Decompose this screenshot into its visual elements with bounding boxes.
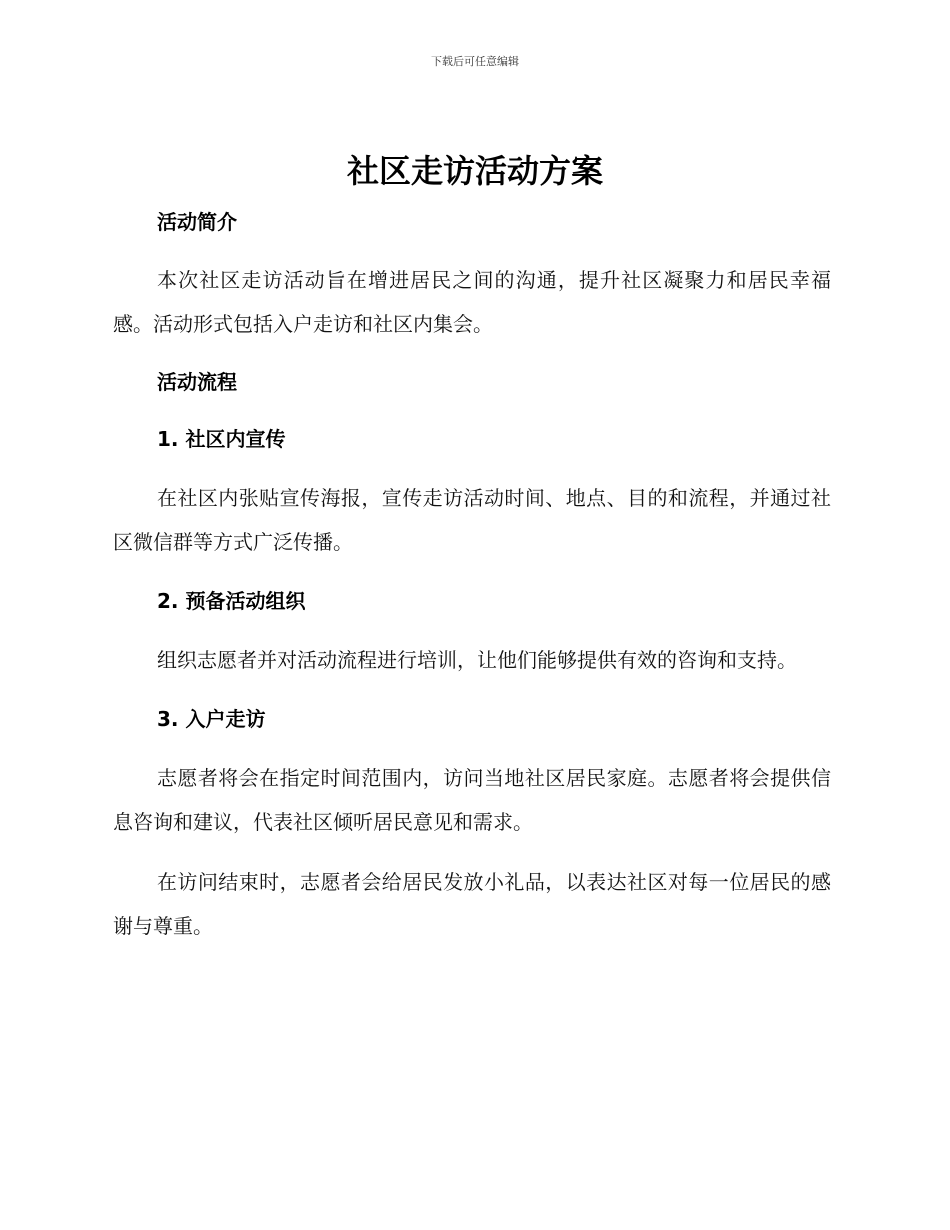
step-heading-2: 2. 预备活动组织: [157, 589, 306, 613]
step-paragraph-2: 组织志愿者并对活动流程进行培训，让他们能够提供有效的咨询和支持。: [157, 648, 797, 672]
section-heading-intro: 活动简介: [157, 210, 237, 234]
step-paragraph-3a: 志愿者将会在指定时间范围内，访问当地社区居民家庭。志愿者将会提供信息咨询和建议，代表社区倾听居民意见和需求。: [113, 766, 831, 834]
page-header-note: 下载后可任意编辑: [431, 55, 519, 68]
intro-paragraph: 本次社区走访活动旨在增进居民之间的沟通，提升社区凝聚力和居民幸福感。活动形式包括入户走访和社区内集会。: [113, 268, 831, 336]
step-heading-1: 1. 社区内宣传: [157, 427, 286, 451]
step-paragraph-1: 在社区内张贴宣传海报，宣传走访活动时间、地点、目的和流程，并通过社区微信群等方式广泛传播。: [113, 486, 831, 554]
step-paragraph-3b: 在访问结束时，志愿者会给居民发放小礼品，以表达社区对每一位居民的感谢与尊重。: [113, 870, 831, 938]
document-title: 社区走访活动方案: [346, 152, 603, 190]
section-heading-flow: 活动流程: [157, 370, 237, 394]
document-body: [113, 204, 831, 948]
step-heading-3: 3. 入户走访: [157, 707, 266, 731]
